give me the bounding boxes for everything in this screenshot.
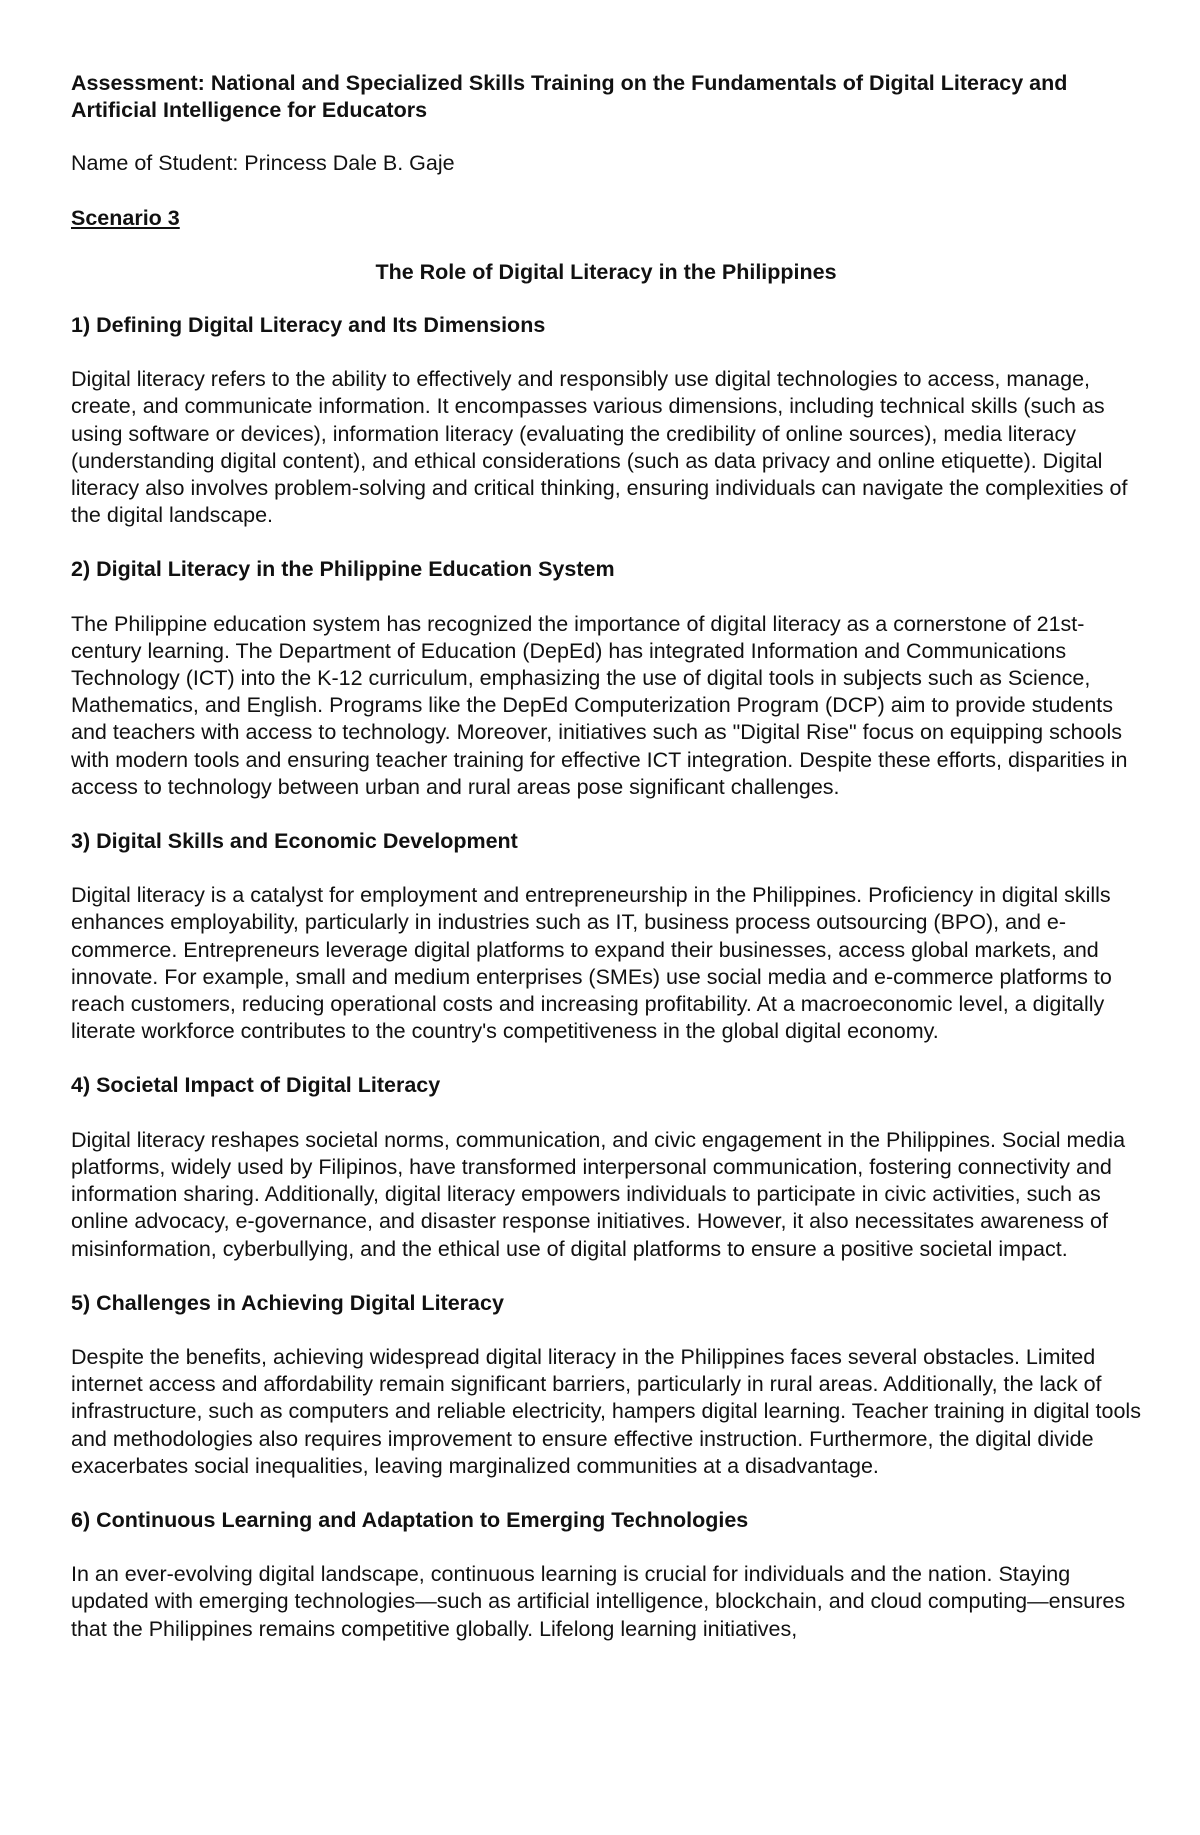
main-heading: The Role of Digital Literacy in the Philippines: [375, 259, 837, 284]
section-heading: 6) Continuous Learning and Adaptation to Emerging Technologies: [71, 1507, 749, 1532]
document-title: Assessment: National and Specialized Skills Training on the Fundamentals of Digital Literacy and Artificial Intelligence for Educators: [71, 71, 1068, 123]
section-heading: 2) Digital Literacy in the Philippine Education System: [71, 557, 615, 582]
section-heading: 1) Defining Digital Literacy and Its Dimensions: [71, 313, 546, 338]
section-body: Despite the benefits, achieving widespread digital literacy in the Philippines faces several obstacles. Limited internet access and affordability remain significant barriers, particularly in rural areas. Additionally, the lack of infrastructure, such as computers and reliable electricity, hampers digital learning. Teacher training in digital tools and methodologies also requires improvement to ensure effective instruction. Furthermore, the digital divide exacerbates social inequalities, leaving marginalized communities at a disadvantage.: [71, 1344, 1141, 1478]
section-heading: 5) Challenges in Achieving Digital Literacy: [71, 1290, 504, 1315]
student-name: Name of Student: Princess Dale B. Gaje: [71, 151, 455, 176]
section-body: The Philippine education system has recognized the importance of digital literacy as a cornerstone of 21st-century learning. The Department of Education (DepEd) has integrated Information and Communications Technology (ICT) into the K-12 curriculum, emphasizing the use of digital tools in subjects such as Science, Mathematics, and English. Programs like the DepEd Computerization Program (DCP) aim to provide students and teachers with access to technology. Moreover, initiatives such as "Digital Rise" focus on equipping schools with modern tools and ensuring teacher training for effective ICT integration. Despite these efforts, disparities in access to technology between urban and rural areas pose significant challenges.: [71, 611, 1128, 799]
section-heading: 4) Societal Impact of Digital Literacy: [71, 1073, 441, 1098]
section-body: Digital literacy reshapes societal norms, communication, and civic engagement in the Philippines. Social media platforms, widely used by Filipinos, have transformed interpersonal communication, fostering connectivity and information sharing. Additionally, digital literacy empowers individuals to participate in civic activities, such as online advocacy, e-governance, and disaster response initiatives. However, it also necessitates awareness of misinformation, cyberbullying, and the ethical use of digital platforms to ensure a positive societal impact.: [71, 1127, 1126, 1261]
section-body: Digital literacy is a catalyst for employment and entrepreneurship in the Philippines. Proficiency in digital skills enhances employability, particularly in industries such as IT, business process outsourcing (BPO), and e-commerce. Entrepreneurs leverage digital platforms to expand their businesses, access global markets, and innovate. For example, small and medium enterprises (SMEs) use social media and e-commerce platforms to reach customers, reducing operational costs and increasing profitability. At a macroeconomic level, a digitally literate workforce contributes to the country's competitiveness in the global digital economy.: [71, 883, 1112, 1044]
scenario-label: Scenario 3: [71, 205, 180, 230]
document-page: [71, 70, 1141, 1670]
section-body: In an ever-evolving digital landscape, continuous learning is crucial for individuals and the nation. Staying updated with emerging technologies—such as artificial intelligence, blockchain, and cloud computing—ensures that the Philippines remains competitive globally. Lifelong learning initiatives,: [71, 1562, 1126, 1641]
section-heading: 3) Digital Skills and Economic Development: [71, 829, 518, 854]
section-body: Digital literacy refers to the ability to effectively and responsibly use digital technologies to access, manage, create, and communicate information. It encompasses various dimensions, including technical skills (such as using software or devices), information literacy (evaluating the credibility of online sources), media literacy (understanding digital content), and ethical considerations (such as data privacy and online etiquette). Digital literacy also involves problem-solving and critical thinking, ensuring individuals can navigate the complexities of the digital landscape.: [71, 367, 1128, 528]
